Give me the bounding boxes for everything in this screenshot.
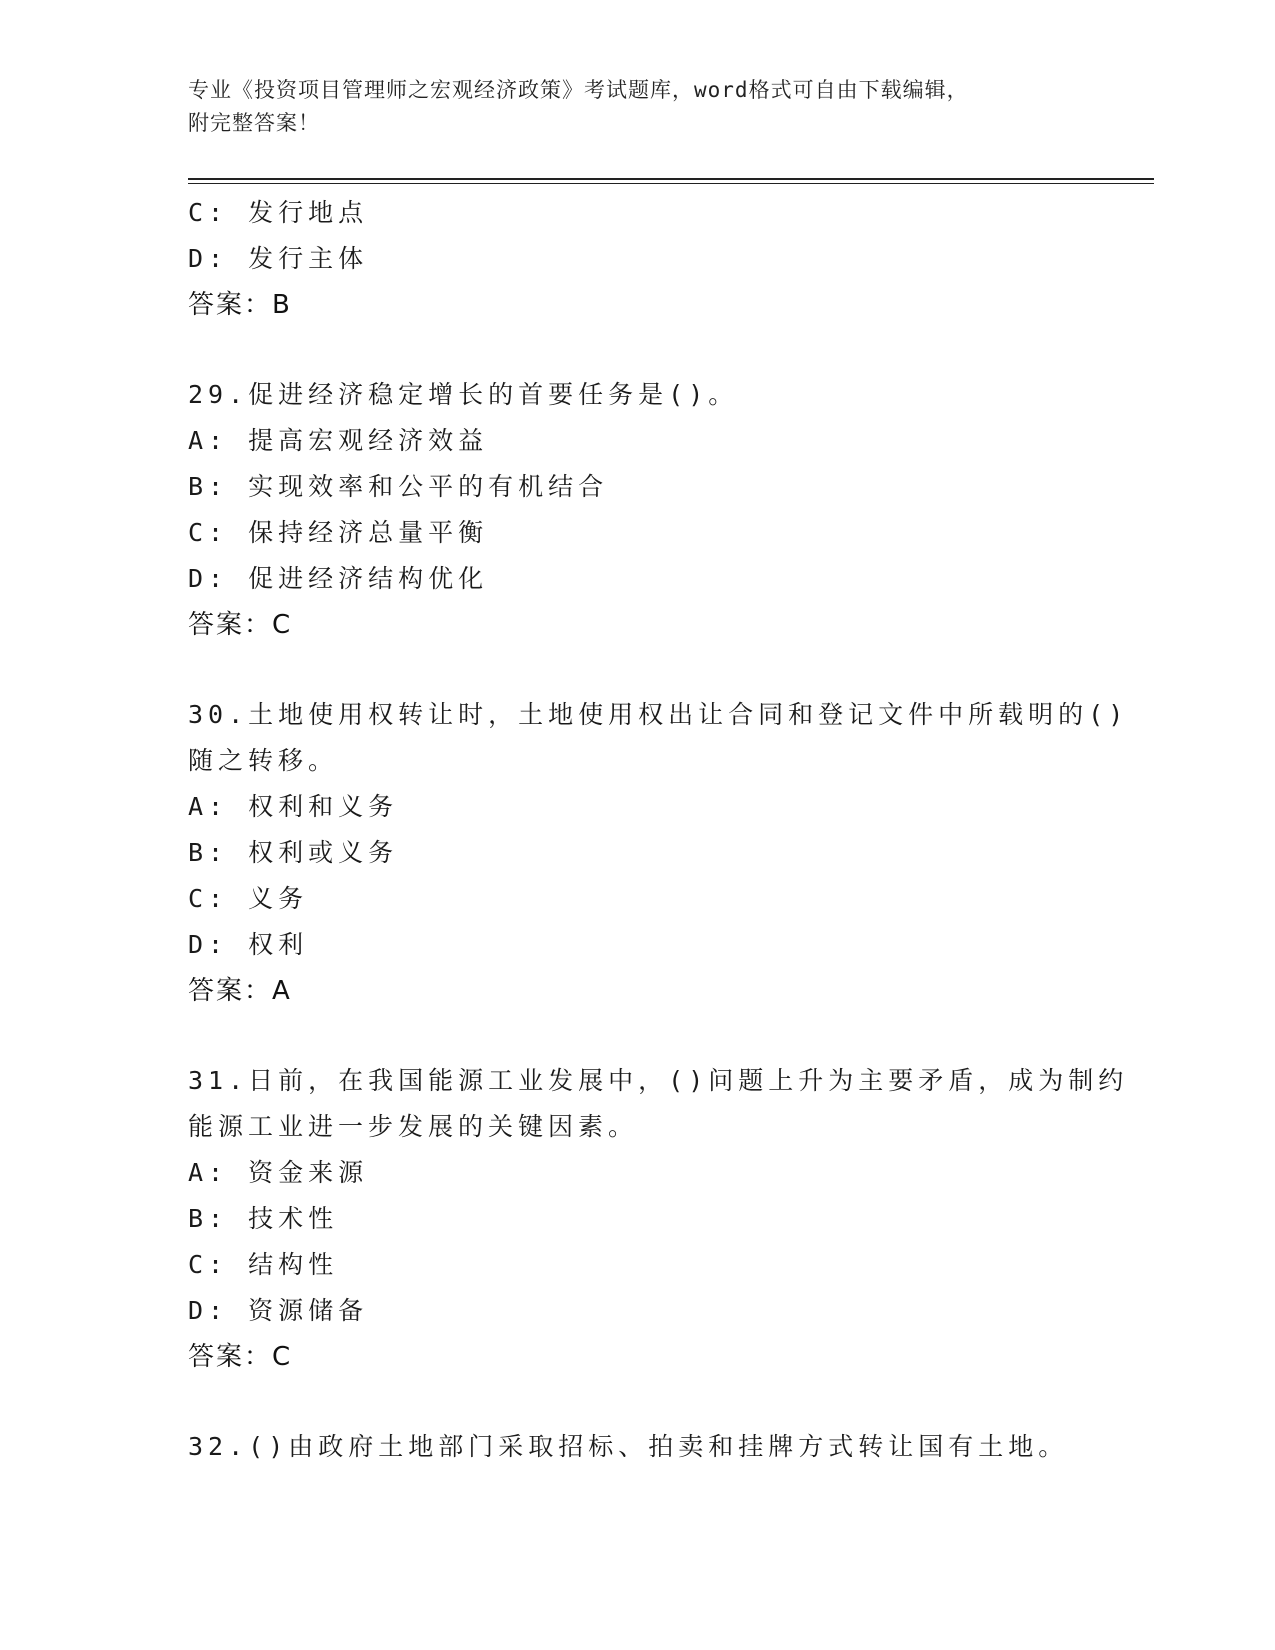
option-d: D: 促进经济结构优化 [188,564,489,593]
option-c: C: 发行地点 [188,198,369,227]
option-a: A: 资金来源 [188,1158,369,1187]
option-c: C: 结构性 [188,1250,339,1279]
option-b: B: 实现效率和公平的有机结合 [188,472,609,501]
question-stem: 32.()由政府土地部门采取招标、拍卖和挂牌方式转让国有土地。 [188,1432,1069,1461]
option-c: C: 义务 [188,884,309,913]
question-stem-line-2: 随之转移。 [188,746,339,775]
option-b: B: 权利或义务 [188,838,399,867]
header-line-2: 附完整答案！ [188,111,320,135]
question-29 [188,372,1088,648]
answer: 答案：A [188,976,292,1006]
option-d: D: 发行主体 [188,244,369,273]
option-d: D: 资源储备 [188,1296,369,1325]
question-28-tail [188,190,1088,328]
option-c: C: 保持经济总量平衡 [188,518,489,547]
answer: 答案：C [188,1342,293,1372]
question-32 [188,1424,1088,1470]
question-stem: 29.促进经济稳定增长的首要任务是()。 [188,380,739,409]
answer: 答案：C [188,610,293,640]
option-a: A: 权利和义务 [188,792,399,821]
option-b: B: 技术性 [188,1204,339,1233]
header-divider-thin [188,183,1154,184]
answer: 答案：B [188,290,292,320]
header-divider-thick [188,178,1154,180]
option-d: D: 权利 [188,930,309,959]
question-list [188,190,1129,1470]
header-line-1: 专业《投资项目管理师之宏观经济政策》考试题库，word格式可自由下载编辑， [188,78,969,102]
question-stem-line-2: 能源工业进一步发展的关键因素。 [188,1112,639,1141]
question-30 [188,692,1129,1014]
question-stem-line-1: 30.土地使用权转让时，土地使用权出让合同和登记文件中所载明的() [188,700,1129,729]
question-31 [188,1058,1129,1380]
question-stem-line-1: 31.日前，在我国能源工业发展中，()问题上升为主要矛盾，成为制约 [188,1066,1129,1095]
option-a: A: 提高宏观经济效益 [188,426,489,455]
document-header [188,74,1068,140]
